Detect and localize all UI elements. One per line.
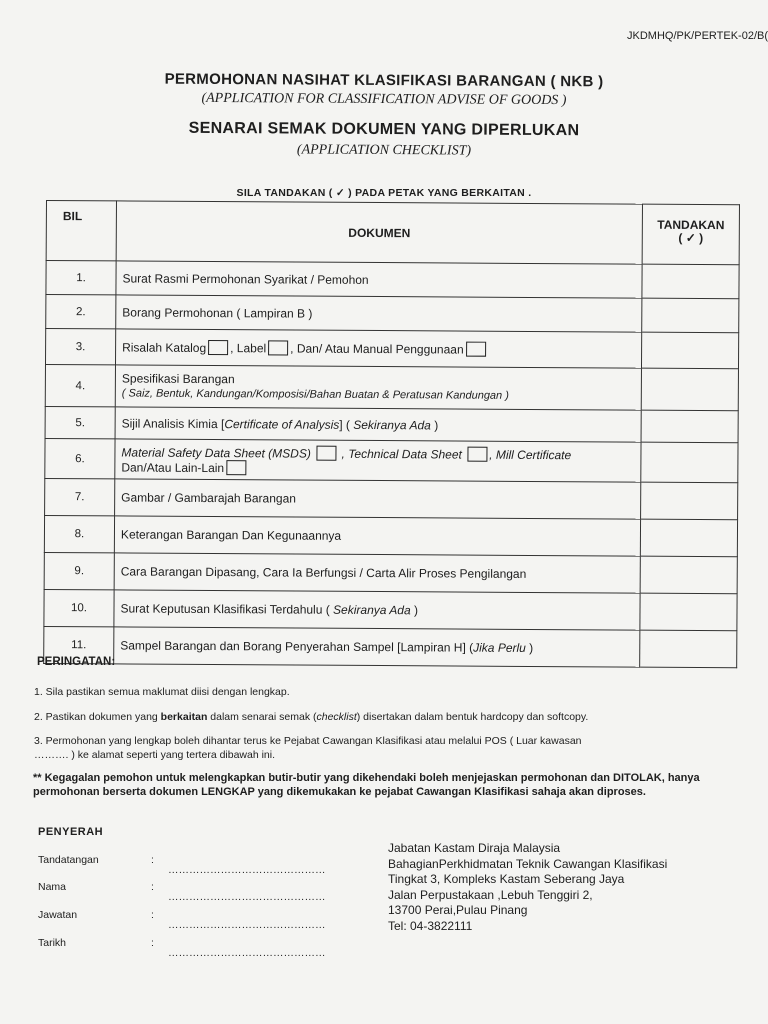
other-checkbox[interactable]: [226, 460, 246, 475]
name-field[interactable]: ………………………………………: [168, 891, 326, 903]
warning-heading: PERINGATAN:: [37, 656, 116, 668]
tick-cell[interactable]: [640, 630, 737, 668]
header-tandakan-mark: ( ✓ ): [678, 230, 704, 246]
date-field[interactable]: ………………………………………: [168, 947, 326, 959]
row-document: Surat Rasmi Permohonan Syarikat / Pemohon: [116, 261, 642, 298]
tick-cell[interactable]: [640, 593, 737, 631]
doc-part: Sampel Barangan dan Borang Penyerahan Sampel [Lampiran H] (: [120, 638, 474, 655]
option-label-label: , Label: [230, 341, 267, 356]
colon: :: [151, 909, 154, 921]
row-document: [114, 590, 640, 630]
header-dokumen-label: DOKUMEN: [348, 225, 411, 240]
option-other-label: Dan/Atau Lain-Lain: [121, 459, 225, 475]
colon: :: [151, 937, 154, 949]
warning-note-2: [34, 710, 734, 724]
row-document: [114, 627, 640, 667]
note-part-italic: checklist: [316, 711, 357, 723]
note-part: dalam senarai semak (: [207, 711, 317, 723]
signature-field[interactable]: ………………………………………: [168, 864, 326, 876]
header-bil: BIL: [46, 201, 116, 261]
signature-label: Tandatangan: [38, 854, 99, 866]
row-document: [115, 365, 641, 410]
office-address: [388, 841, 667, 934]
row-number: 8.: [44, 515, 114, 552]
form-title: PERMOHONAN NASIHAT KLASIFIKASI BARANGAN ( NKB ): [164, 70, 604, 91]
table-row: [45, 478, 738, 519]
row-number: 3.: [45, 329, 115, 365]
table-row: [45, 406, 738, 442]
name-label: Nama: [38, 881, 67, 893]
table-row: [44, 626, 737, 667]
row-number: 2.: [46, 295, 116, 329]
row-document: Cara Barangan Dipasang, Cara Ia Berfungsi / Carta Alir Proses Pengilangan: [114, 553, 640, 593]
name-row: [38, 881, 326, 903]
table-row: [44, 552, 737, 593]
row-number: 6.: [45, 438, 115, 478]
table-row: [45, 329, 738, 369]
table-row: [45, 365, 738, 411]
date-row: [38, 937, 326, 959]
doc-part-italic: Sekiranya Ada: [353, 417, 431, 432]
table-header-row: [46, 201, 739, 265]
submitter-heading: PENYERAH: [38, 826, 104, 838]
header-tandakan-label: TANDAKAN: [657, 217, 725, 233]
row-number: 7.: [45, 478, 115, 515]
instruction-text: SILA TANDAKAN ( ✓ ) PADA PETAK YANG BERKAITAN .: [236, 187, 532, 199]
tick-cell[interactable]: [641, 442, 738, 483]
form-title-english: (APPLICATION FOR CLASSIFICATION ADVISE OF GOODS ): [201, 90, 567, 109]
table-row: [44, 515, 737, 556]
table-row: [46, 261, 739, 299]
row-document: Gambar / Gambarajah Barangan: [115, 479, 641, 519]
option-katalog-label: Risalah Katalog: [122, 340, 207, 355]
table-row: [44, 589, 737, 630]
tick-cell[interactable]: [640, 556, 737, 594]
row-document: [115, 329, 641, 368]
note-part: 2. Pastikan dokumen yang: [34, 711, 161, 723]
doc-part: ] (: [339, 417, 354, 432]
address-phone: Tel: 04-3822111: [388, 918, 473, 933]
rejection-warning: ** Kegagalan pemohon untuk melengkapkan butir-butir yang dikehendaki boleh menjejaskan permohonan dan DITOLAK, hanya permohonan berserta dokumen LENGKAP yang dikemukakan ke pejabat Cawangan Klasifikasi sahaja akan diproses.: [33, 772, 700, 798]
row-number: 10.: [44, 589, 114, 626]
tick-cell[interactable]: [641, 410, 738, 443]
table-row: [45, 438, 738, 482]
option-manual-label: , Dan/ Atau Manual Penggunaan: [290, 341, 464, 357]
msds-checkbox[interactable]: [316, 445, 336, 460]
doc-part: ): [430, 417, 439, 432]
doc-part-italic: Sekiranya Ada: [333, 602, 411, 618]
manual-checkbox[interactable]: [466, 342, 486, 357]
note-line: ………. ) ke alamat seperti yang tertera dibawah ini.: [34, 749, 276, 761]
address-line: BahagianPerkhidmatan Teknik Cawangan Klasifikasi: [388, 856, 668, 871]
option-mill-label: , Mill Certificate: [489, 447, 572, 462]
warning-note-1: 1. Sila pastikan semua maklumat diisi dengan lengkap.: [34, 686, 290, 698]
tick-cell[interactable]: [642, 264, 739, 299]
note-part-bold: berkaitan: [160, 711, 208, 723]
header-dokumen: [116, 201, 642, 264]
checklist-table: [43, 200, 740, 668]
row-number: 1.: [46, 261, 116, 295]
doc-part-italic: Jika Perlu: [473, 640, 526, 655]
row-document: Keterangan Barangan Dan Kegunaannya: [114, 516, 640, 556]
address-line: Jabatan Kastam Diraja Malaysia: [388, 841, 561, 855]
row-document: [115, 439, 641, 482]
document-reference: JKDMHQ/PK/PERTEK-02/B(: [627, 30, 768, 42]
label-checkbox[interactable]: [268, 340, 288, 355]
doc-part: ): [525, 640, 534, 655]
doc-part: Sijil Analisis Kimia [: [121, 415, 225, 431]
tick-cell[interactable]: [642, 298, 739, 333]
row-document-title: Spesifikasi Barangan: [121, 371, 235, 387]
row-number: 11.: [44, 626, 114, 663]
option-msds-label: Material Safety Data Sheet (MSDS): [121, 444, 311, 461]
tds-checkbox[interactable]: [467, 446, 487, 461]
tick-cell[interactable]: [641, 482, 738, 520]
katalog-checkbox[interactable]: [208, 340, 228, 355]
position-row: [38, 909, 326, 931]
checklist-title: SENARAI SEMAK DOKUMEN YANG DIPERLUKAN: [188, 119, 580, 140]
doc-part-italic: Certificate of Analysis: [224, 416, 340, 432]
tick-cell[interactable]: [641, 332, 738, 369]
date-label: Tarikh: [38, 937, 67, 949]
note-line: 3. Permohonan yang lengkap boleh dihantar terus ke Pejabat Cawangan Klasifikasi atau melalui POS ( Luar kawasan: [34, 735, 582, 747]
table-row: [46, 295, 739, 333]
colon: :: [151, 881, 154, 893]
checklist-title-english: (APPLICATION CHECKLIST): [296, 142, 472, 159]
position-field[interactable]: ………………………………………: [168, 919, 326, 931]
header-tandakan: [642, 204, 739, 265]
address-line: 13700 Perai,Pulau Pinang: [388, 903, 528, 917]
position-label: Jawatan: [38, 909, 78, 921]
signature-row: [38, 854, 326, 876]
row-document: [115, 407, 641, 442]
doc-part: Surat Keputusan Klasifikasi Terdahulu (: [120, 601, 334, 617]
note-part: ) disertakan dalam bentuk hardcopy dan softcopy.: [356, 711, 589, 723]
tick-cell[interactable]: [640, 519, 737, 557]
address-line: Tingkat 3, Kompleks Kastam Seberang Jaya: [388, 872, 625, 886]
colon: :: [151, 854, 154, 866]
row-number: 9.: [44, 552, 114, 589]
option-tds-label: , Technical Data Sheet: [341, 446, 462, 462]
row-number: 5.: [45, 406, 115, 438]
doc-part: ): [410, 603, 419, 618]
row-document-note: ( Saiz, Bentuk, Kandungan/Komposisi/Bahan Buatan & Peratusan Kandungan ): [121, 387, 509, 402]
address-line: Jalan Perpustakaan ,Lebuh Tenggiri 2,: [388, 887, 593, 902]
warning-note-3: [34, 734, 734, 762]
row-document: Borang Permohonan ( Lampiran B ): [116, 295, 642, 332]
row-number: 4.: [45, 365, 115, 407]
tick-cell[interactable]: [641, 368, 738, 411]
